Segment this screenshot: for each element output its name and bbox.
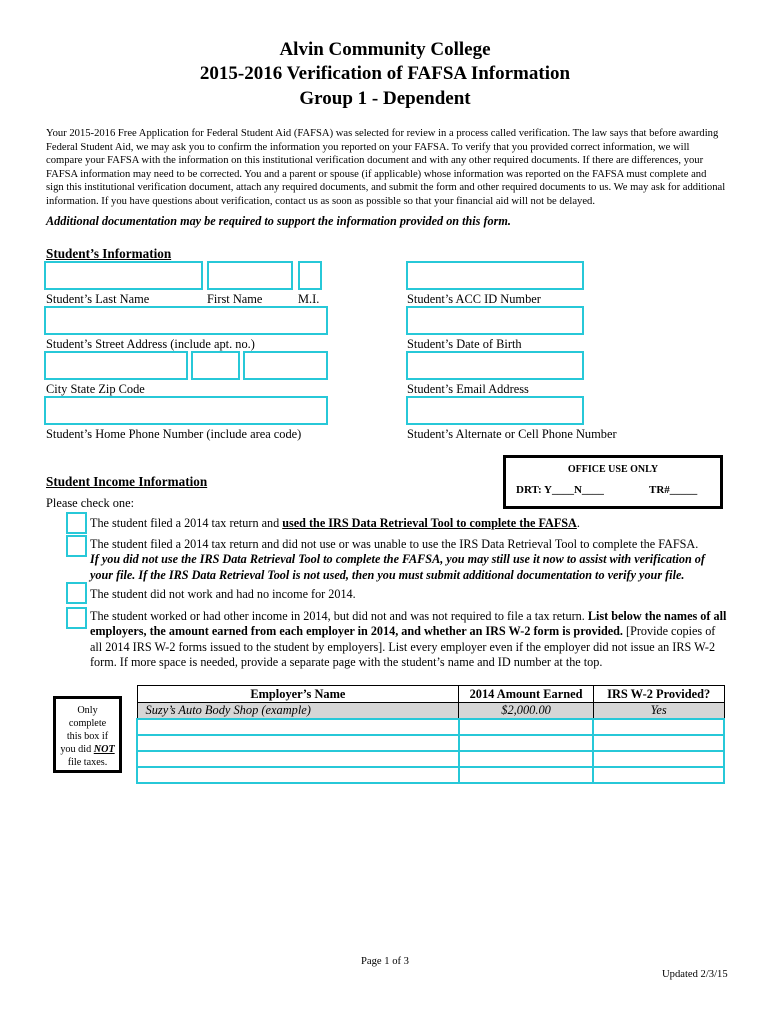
w2-provided-input[interactable] xyxy=(593,735,724,751)
income-heading: Student Income Information xyxy=(46,474,208,489)
w2-provided-input[interactable] xyxy=(593,719,724,735)
option-worked-no-return-checkbox[interactable] xyxy=(66,607,87,629)
page-number: Page 1 of 3 xyxy=(361,956,409,967)
option-worked-no-return-text: The student worked or had other income in 2014, but did not and was not required to file a tax return. List below the names of all employers, the amount earned from each employer in 2014, and whether an IRS W-2 form is provided. [Provide copies of all 2014 IRS W-2 forms issued to the student by employers]. List every employer even if the employer did not issue an IRS W-2 form. If more space is needed, provide a separate page with the student’s name and ID number at the top. xyxy=(90,609,727,669)
w2-provided-header: IRS W-2 Provided? xyxy=(593,686,724,703)
home-phone-field[interactable] xyxy=(44,396,328,425)
form-title: 2015-2016 Verification of FAFSA Information xyxy=(199,63,571,84)
option-no-income-checkbox[interactable] xyxy=(66,582,87,604)
employer-table xyxy=(136,685,725,784)
amount-earned-input[interactable] xyxy=(459,767,594,783)
example-w2: Yes xyxy=(593,703,724,720)
amount-earned-input[interactable] xyxy=(459,719,594,735)
office-use-box xyxy=(503,455,723,509)
table-row xyxy=(137,751,724,767)
amount-earned-input[interactable] xyxy=(459,735,594,751)
student-info-heading: Student’s Information xyxy=(46,246,172,261)
employer-name-input[interactable] xyxy=(137,767,459,783)
zip-field[interactable] xyxy=(243,351,328,380)
college-name: Alvin Community College xyxy=(279,39,491,60)
date-of-birth-label: Student’s Date of Birth xyxy=(407,337,522,351)
table-row xyxy=(137,719,724,735)
example-amount: $2,000.00 xyxy=(459,703,594,720)
middle-initial-label: M.I. xyxy=(298,292,320,306)
date-of-birth-field[interactable] xyxy=(406,306,584,335)
w2-provided-input[interactable] xyxy=(593,767,724,783)
tr-field: TR#_____ xyxy=(649,484,698,496)
non-filer-note-box: Only complete this box if you did NOT file taxes. xyxy=(53,696,122,773)
acc-id-label: Student’s ACC ID Number xyxy=(407,292,541,306)
employer-name-input[interactable] xyxy=(137,735,459,751)
form-subtitle: Group 1 - Dependent xyxy=(299,88,471,109)
last-name-label: Student’s Last Name xyxy=(46,292,150,306)
last-name-field[interactable] xyxy=(44,261,203,290)
table-row xyxy=(137,767,724,783)
please-check-label: Please check one: xyxy=(46,496,135,510)
middle-initial-field[interactable] xyxy=(298,261,322,290)
employer-name-header: Employer’s Name xyxy=(137,686,459,703)
email-field[interactable] xyxy=(406,351,584,380)
option-used-drt-text: The student filed a 2014 tax return and used the IRS Data Retrieval Tool to complete the FAFSA. xyxy=(90,516,580,530)
option-not-used-drt-text: The student filed a 2014 tax return and did not use or was unable to use the IRS Data Retrieval Tool to complete the FAFSA. If you did not use the IRS Data Retrieval Tool to complete the FAFSA, you may still use it now to assist with verification of your file. If the IRS Data Retrieval Tool is not used, then you must submit additional documentation to verify your file. xyxy=(90,537,705,582)
alt-phone-label: Student’s Alternate or Cell Phone Number xyxy=(407,427,617,441)
street-address-label: Student’s Street Address (include apt. no.) xyxy=(46,337,255,351)
first-name-label: First Name xyxy=(207,292,263,306)
option-used-drt-checkbox[interactable] xyxy=(66,512,87,534)
additional-documentation-note: Additional documentation may be required to support the information provided on this form. xyxy=(46,214,511,228)
table-row xyxy=(137,735,724,751)
acc-id-field[interactable] xyxy=(406,261,584,290)
drt-field: DRT: Y____N____ xyxy=(516,484,604,496)
amount-earned-header: 2014 Amount Earned xyxy=(459,686,594,703)
updated-date: Updated 2/3/15 xyxy=(662,969,728,980)
option-no-income-text: The student did not work and had no income for 2014. xyxy=(90,587,356,601)
w2-provided-input[interactable] xyxy=(593,751,724,767)
email-label: Student’s Email Address xyxy=(407,382,529,396)
option-not-used-drt-checkbox[interactable] xyxy=(66,535,87,557)
example-employer-name: Suzy’s Auto Body Shop (example) xyxy=(137,703,459,720)
street-address-field[interactable] xyxy=(44,306,328,335)
home-phone-label: Student’s Home Phone Number (include area code) xyxy=(46,427,302,441)
employer-name-input[interactable] xyxy=(137,751,459,767)
first-name-field[interactable] xyxy=(207,261,293,290)
office-use-title: OFFICE USE ONLY xyxy=(567,464,659,475)
alt-phone-field[interactable] xyxy=(406,396,584,425)
state-field[interactable] xyxy=(191,351,240,380)
city-field[interactable] xyxy=(44,351,188,380)
intro-paragraph: Your 2015-2016 Free Application for Federal Student Aid (FAFSA) was selected for review in a process called verification. The law says that before awarding Federal Student Aid, we may ask you to confirm the information you reported on your FAFSA. To verify that you provided correct information, we will compare your FAFSA with the information on this institutional verification document and with any other required documents. If there are differences, your FAFSA information may need to be corrected. You and a parent or spouse (if applicable) whose information was reported on the FAFSA must complete and sign this institutional verification document, attach any required documents, and submit the form and other required documents to us. We may ask for additional information. If you have questions about verification, contact us as soon as possible so that your financial aid will not be delayed. xyxy=(46,128,726,207)
example-row xyxy=(137,703,724,720)
city-state-zip-label: City State Zip Code xyxy=(46,382,145,396)
employer-name-input[interactable] xyxy=(137,719,459,735)
amount-earned-input[interactable] xyxy=(459,751,594,767)
